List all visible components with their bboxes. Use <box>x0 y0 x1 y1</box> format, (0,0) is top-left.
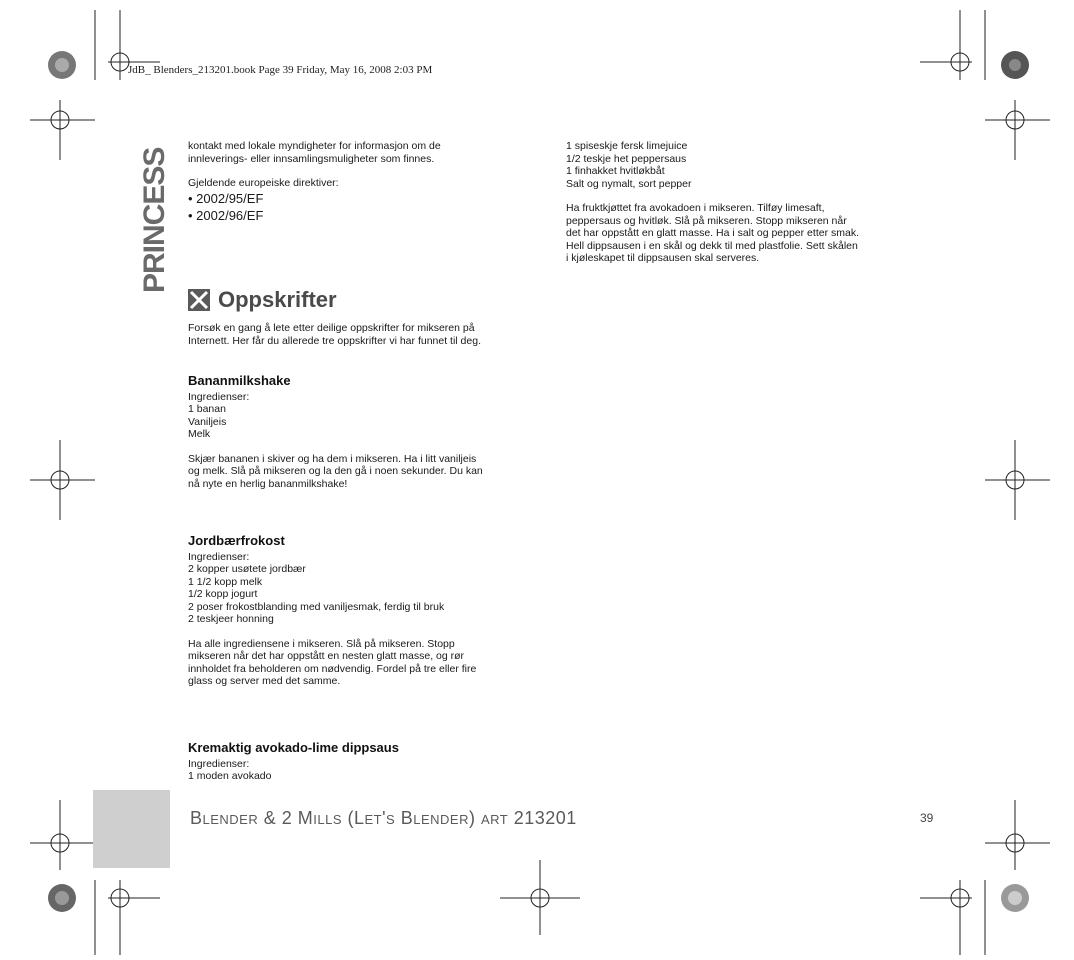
ingredient-line: 1/2 kopp jogurt <box>188 588 258 600</box>
ingredient-line: Salt og nymalt, sort pepper <box>566 177 692 190</box>
ingredient-line: 1/2 teskje het peppersaus <box>566 152 687 165</box>
ingredient-line: 2 teskjeer honning <box>188 613 274 625</box>
ingredient-line: 2 poser frokostblanding med vaniljesmak, ferdig til bruk <box>188 600 445 613</box>
recipe-title: Jordbærfrokost <box>188 533 285 548</box>
method-line: Ha fruktkjøttet fra avokadoen i mikseren. Tilføy limesaft, <box>566 202 825 214</box>
recipe-title: Bananmilkshake <box>188 373 291 388</box>
disposal-text-2: innleverings- eller innsamlingsmuligheter som finnes. <box>188 152 435 165</box>
recipe-bananmilkshake <box>188 375 558 490</box>
ingredient-line: Melk <box>188 428 211 440</box>
directives-intro: Gjeldende europeiske direktiver: <box>188 177 339 189</box>
method-line: mikseren når det har oppstått en nesten glatt masse, og rør <box>188 650 465 662</box>
ingredient-line: Vaniljeis <box>188 415 227 428</box>
ingredient-line: 1 banan <box>188 403 226 415</box>
print-slug: JdB_ Blenders_213201.book Page 39 Friday, May 16, 2008 2:03 PM <box>128 64 433 76</box>
cross-box-icon <box>188 289 210 311</box>
right-column <box>566 140 946 265</box>
method-line: innholdet fra beholderen om nødvendig. Fordel på tre eller fire <box>188 662 477 675</box>
recipe-title: Kremaktig avokado-lime dippsaus <box>188 740 399 755</box>
ingredient-line: 2 kopper usøtete jordbær <box>188 563 306 575</box>
page-tab <box>93 790 170 868</box>
method-line: peppersaus og hvitløk. Slå på mikseren. Stopp mikseren når <box>566 214 847 227</box>
intro-line: Internett. Her får du allerede tre oppskrifter vi har funnet til deg. <box>188 334 481 347</box>
method-line: Skjær bananen i skiver og ha dem i mikseren. Ha i litt vaniljeis <box>188 452 477 465</box>
recipe-jordbaerfrokost <box>188 535 558 688</box>
method-line: glass og server med det samme. <box>188 675 341 687</box>
page-number: 39 <box>920 811 934 825</box>
recipe-avokado-dippsaus <box>188 742 558 783</box>
method-line: i kjøleskapet til dippsausen skal serveres. <box>566 252 760 264</box>
footer-title: Blender & 2 Mills (Let's Blender) art 213201 <box>190 808 577 828</box>
method-line: Hell dippsausen i en skål og dekk til med plastfolie. Sett skålen <box>566 239 858 252</box>
method-line: det har oppstått en glatt masse. Ha i salt og pepper etter smak. <box>566 227 859 239</box>
directive-item: • 2002/95/EF <box>188 190 264 206</box>
ingredient-line: 1 moden avokado <box>188 770 272 782</box>
ingredient-line: 1 finhakket hvitløkbåt <box>566 165 665 177</box>
method-line: nå nyte en herlig bananmilkshake! <box>188 477 348 490</box>
brand-logo <box>136 135 170 295</box>
disposal-text-1: kontakt med lokale myndigheter for informasjon om de <box>188 140 441 152</box>
ingredient-line: Ingredienser: <box>188 390 250 403</box>
left-column <box>188 140 548 224</box>
ingredient-line: Ingredienser: <box>188 550 250 563</box>
ingredient-line: 1 spiseskje fersk limejuice <box>566 140 688 152</box>
directive-item: • 2002/96/EF <box>188 207 264 223</box>
brand-logo-text: PRINCESS <box>138 147 170 293</box>
ingredient-line: Ingredienser: <box>188 757 250 770</box>
section-heading <box>188 287 337 313</box>
intro-line: Forsøk en gang å lete etter deilige oppskrifter for mikseren på <box>188 322 475 334</box>
recipes-intro <box>188 322 558 347</box>
section-title: Oppskrifter <box>218 287 337 312</box>
method-line: Ha alle ingrediensene i mikseren. Slå på mikseren. Stopp <box>188 637 455 650</box>
ingredient-line: 1 1/2 kopp melk <box>188 575 263 588</box>
method-line: og melk. Slå på mikseren og la den gå i noen sekunder. Du kan <box>188 465 483 477</box>
